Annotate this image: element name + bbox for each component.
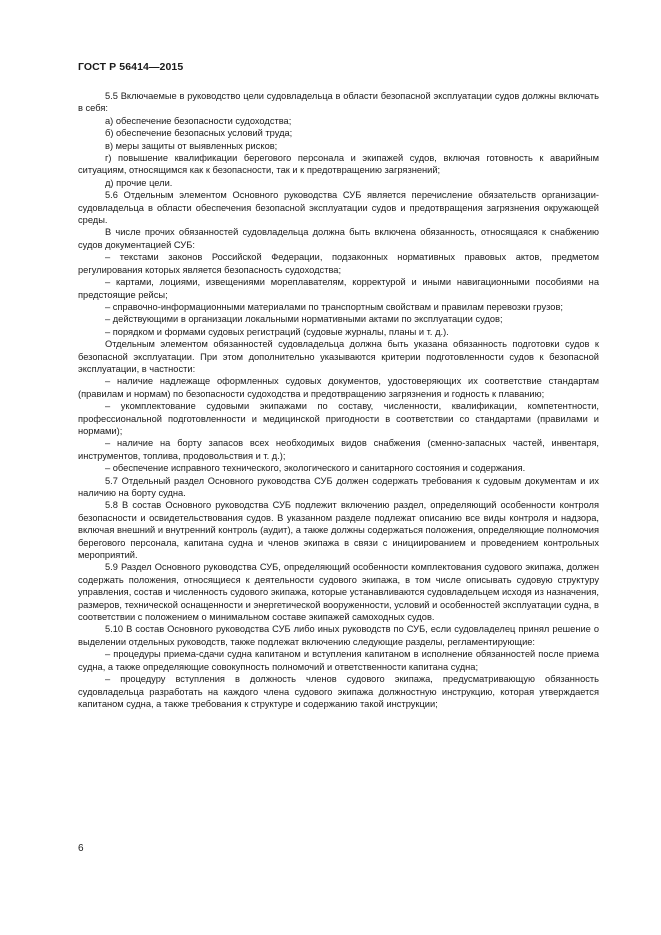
list-item-v: в) меры защиты от выявленных рисков;: [105, 140, 278, 151]
paragraph-5-5: 5.5 Включаемые в руководство цели судовладельца в области безопасной эксплуатации судов должны включать в себя:: [78, 91, 599, 114]
paragraph-preparation: Отдельным элементом обязанностей судовладельца должна быть указана обязанность подготовки судов к безопасной эксплуатации. При этом дополнительно указываются критерии подготовленности судов к безопасной эксплуатации, в частности:: [78, 339, 599, 374]
list-item-d: д) прочие цели.: [105, 177, 173, 188]
document-header: ГОСТ Р 56414—2015: [78, 61, 184, 73]
list-item-b: б) обеспечение безопасных условий труда;: [105, 128, 293, 139]
paragraph-5-9: 5.9 Раздел Основного руководства СУБ, определяющий особенности комплектования судового экипажа, должен содержать положения, относящиеся к деятельности судового экипажа, в том числе описывать судовую структуру управления, состав и численность судового экипажа, которые устанавливаются судовладельцем исходя из назначения, размеров, технической оснащенности и энергетической вооруженности, условий и особенностей эксплуатации судна, в соответствии с положением о минимальном составе экипажей самоходных судов.: [78, 562, 599, 623]
dash-item-charts: – картами, лоциями, извещениями мореплавателям, корректурой и иными навигационными пособиями на предстоящие рейсы;: [78, 277, 599, 300]
page-number: 6: [78, 843, 84, 854]
list-item-g: г) повышение квалификации берегового персонала и экипажей судов, включая готовность к аварийным ситуациям, относящимся как к безопасности, так и к предотвращению загрязнений;: [78, 153, 599, 176]
paragraph-5-6: 5.6 Отдельным элементом Основного руководства СУБ является перечисление обязательств организации-судовладельца в области обеспечения безопасной эксплуатации судов и предотвращения загрязнения окружающей среды.: [78, 190, 599, 226]
dash-item-local-acts: – действующими в организации локальными нормативными актами по эксплуатации судов;: [105, 314, 503, 325]
list-item-a: а) обеспечение безопасности судоходства;: [105, 115, 292, 126]
dash-item-condition: – обеспечение исправного технического, экологического и санитарного состояния и содержания.: [105, 463, 526, 474]
paragraph-5-10: 5.10 В состав Основного руководства СУБ либо иных руководств по СУБ, если судовладелец принял решение о выделении отдельных руководств, также подлежат включению следующие разделы, регламентирующие:: [78, 624, 599, 647]
dash-item-acceptance: – процедуры приема-сдачи судна капитаном и вступления капитаном в исполнение обязанностей после приема судна, а также определяющие совокупность полномочий и ответственности капитана судна;: [78, 649, 599, 672]
dash-item-crew: – укомплектование судовыми экипажами по составу, численности, квалификации, компетентности, профессиональной подготовленности и медицинской пригодности в соответствии со стандартами (правилами и нормами);: [78, 401, 599, 436]
dash-item-crew-entry: – процедуру вступления в должность членов судового экипажа, предусматривающую обязанность судовладельца разработать на каждого члена судового экипажа должностную инструкцию, которая утверждается капитаном судна, а также требования к структуре и содержанию такой инструкции;: [78, 674, 599, 709]
document-body: [78, 90, 599, 710]
paragraph-5-7: 5.7 Отдельный раздел Основного руководства СУБ должен содержать требования к судовым документам и их наличию на борту судна.: [78, 475, 599, 498]
dash-item-registrations: – порядком и формами судовых регистраций (судовые журналы, планы и т. д.).: [105, 326, 449, 337]
dash-item-laws: – текстами законов Российской Федерации, подзаконных нормативных правовых актов, предметом регулирования которых является безопасность судоходства;: [78, 252, 599, 275]
paragraph-5-8: 5.8 В состав Основного руководства СУБ подлежит включению раздел, определяющий особенности контроля безопасности и освидетельствования судов. В указанном разделе подлежат описанию все виды контроля и надзора, включая внешний и внутренний контроль (аудит), а также должны содержаться положения, определяющие полномочия берегового персонала, капитана судна и членов экипажа в связи с инициированием и проведением контрольных мероприятий.: [78, 500, 599, 561]
dash-item-reference: – справочно-информационными материалами по транспортным свойствам и правилам перевозки грузов;: [105, 301, 563, 312]
paragraph-obligations: В числе прочих обязанностей судовладельца должна быть включена обязанность, относящаяся к снабжению судов документацией СУБ:: [78, 227, 599, 250]
dash-item-documents: – наличие надлежаще оформленных судовых документов, удостоверяющих их соответствие стандартам (правилам и нормам) по безопасности судоходства и предотвращению загрязнения и годность к плаванию;: [78, 376, 599, 399]
dash-item-supplies: – наличие на борту запасов всех необходимых видов снабжения (сменно-запасных частей, инвентаря, инструментов, топлива, продовольствия и т. д.);: [78, 438, 599, 461]
